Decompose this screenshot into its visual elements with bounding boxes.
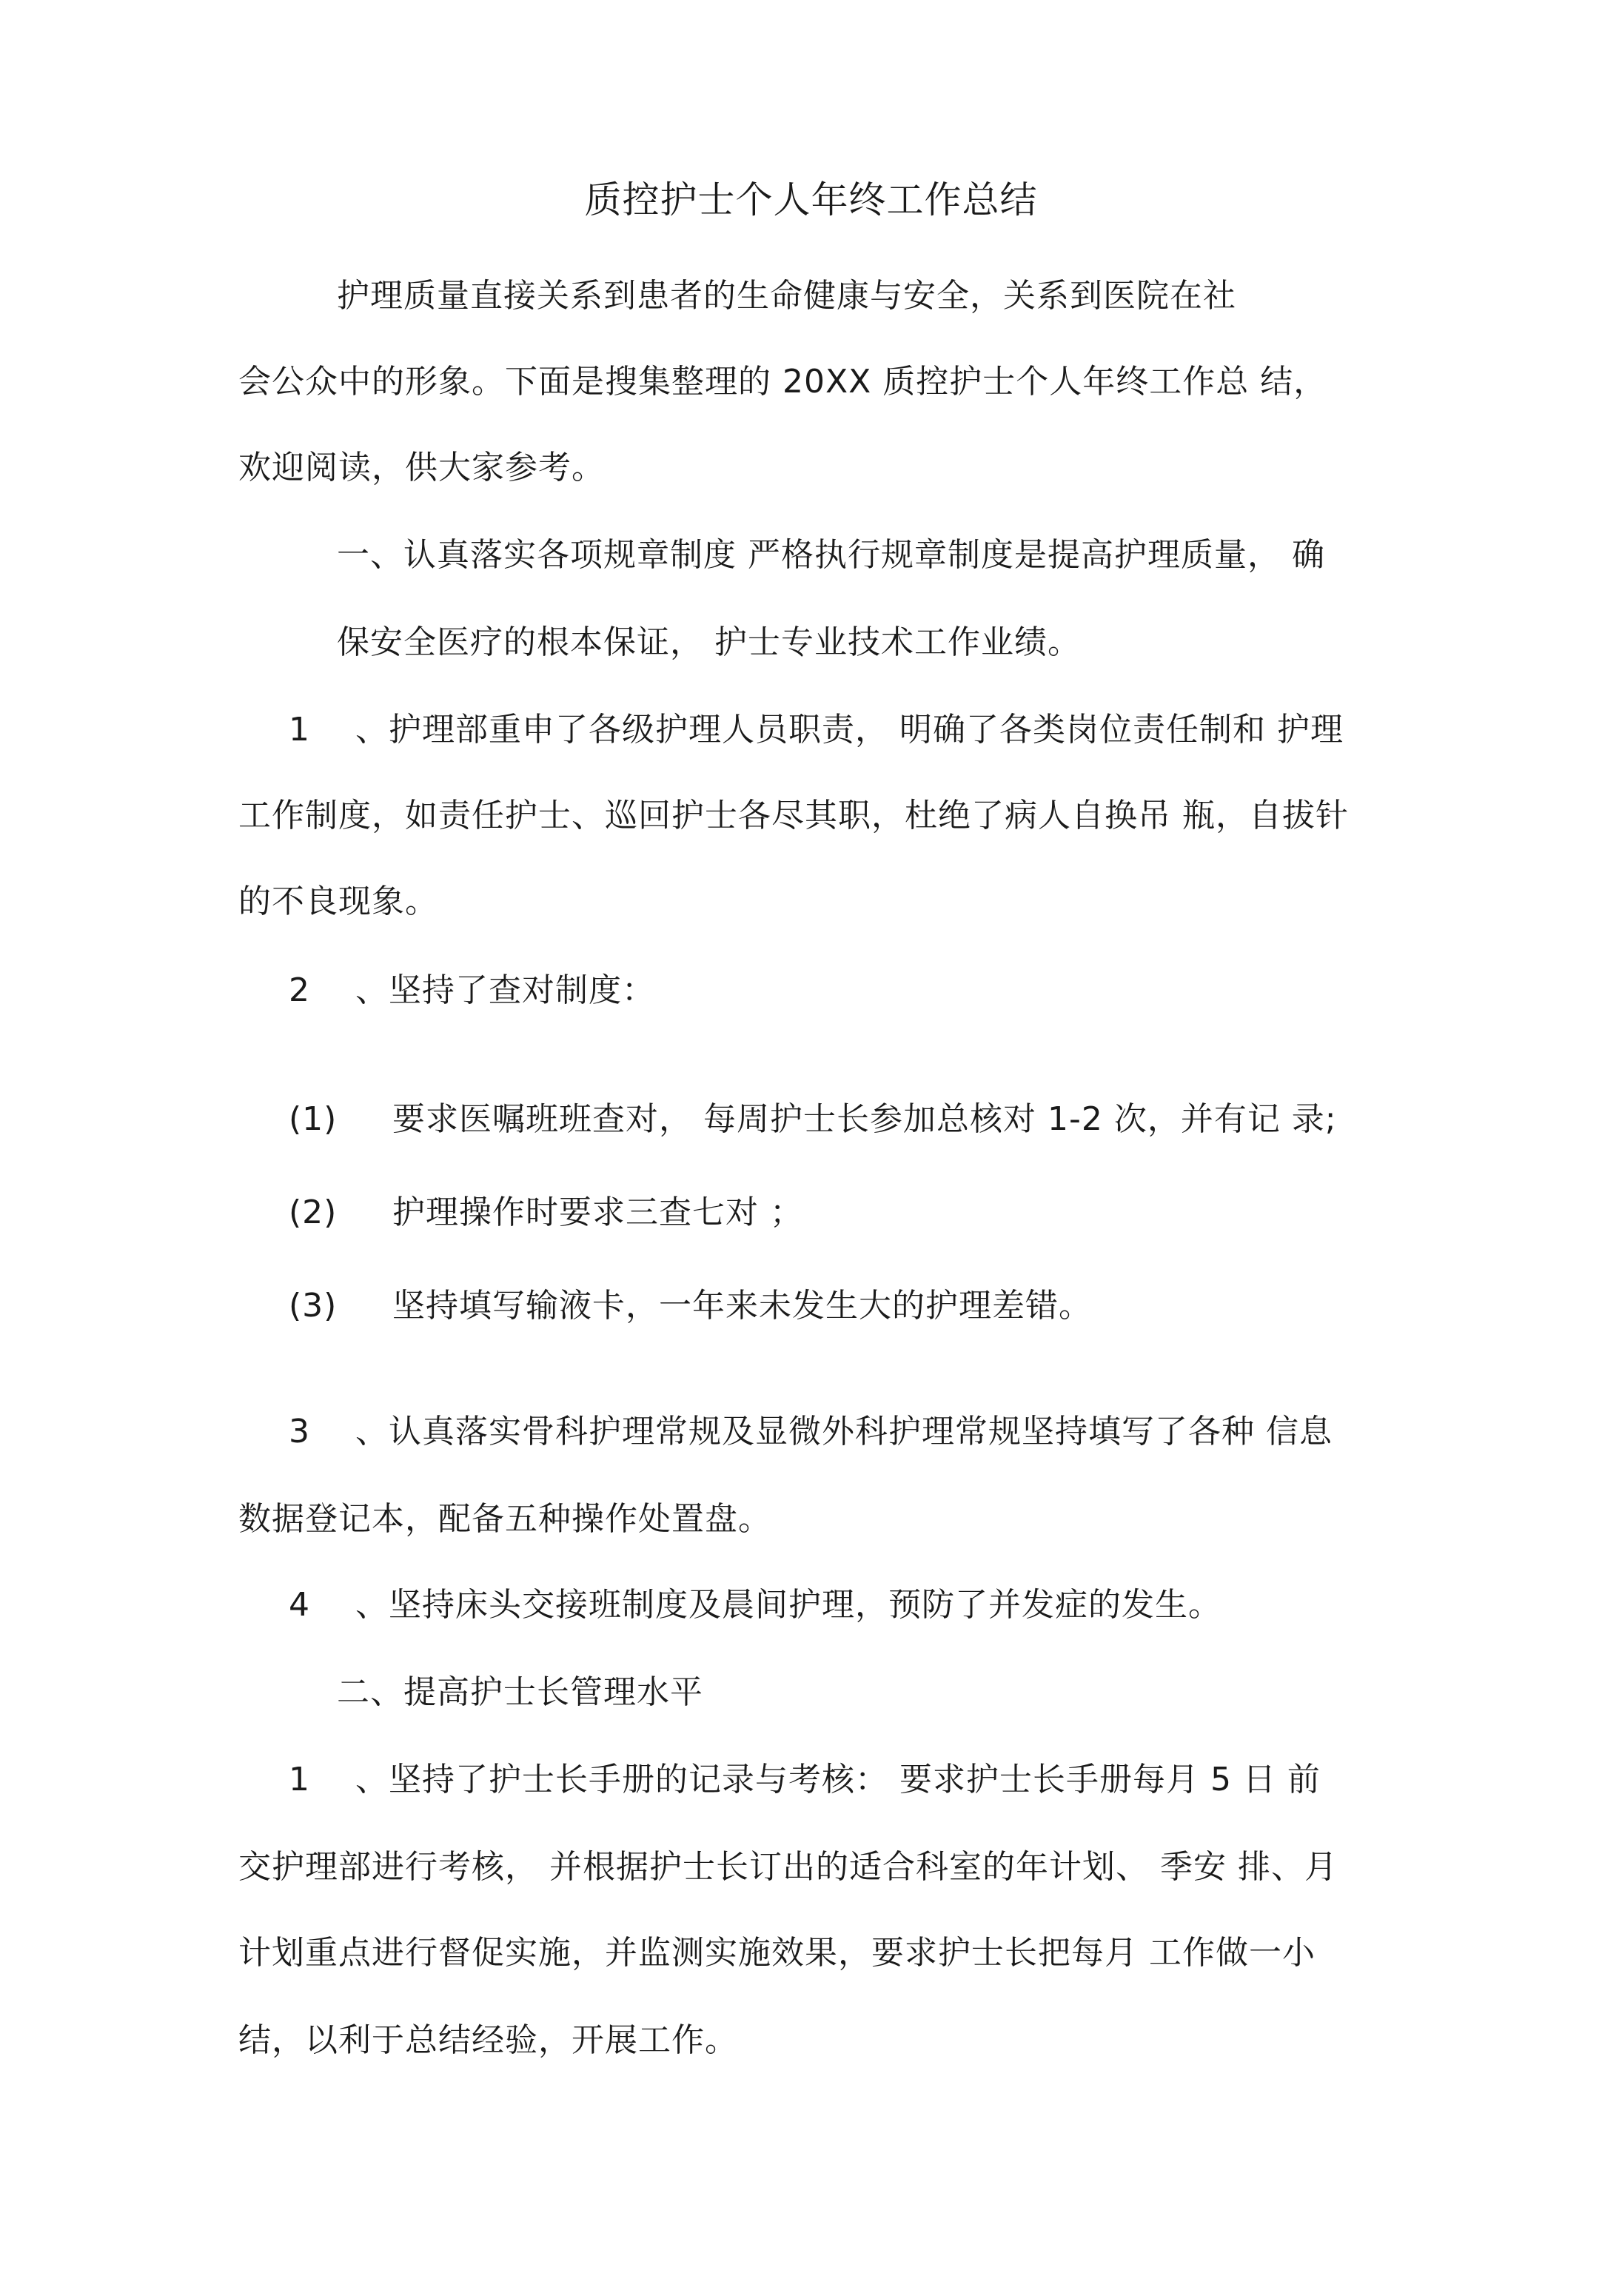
- list-item-text: 、坚持床头交接班制度及晨间护理，预防了并发症的发生。: [355, 1586, 1221, 1624]
- paragraph-line: 结，以利于总结经验，开展工作。: [238, 2021, 738, 2059]
- paragraph-line: 会公众中的形象。下面是搜集整理的 20XX 质控护士个人年终工作总 结，: [238, 363, 1327, 401]
- sub-list-item: [289, 1099, 1337, 1140]
- list-item: [289, 709, 1344, 751]
- section-heading-line: 保安全医疗的根本保证， 护士专业技术工作业绩。: [337, 623, 1081, 661]
- paragraph-line: 交护理部进行考核， 并根据护士长订出的适合科室的年计划、 季安 排、月: [238, 1848, 1338, 1886]
- item-number: 4: [289, 1586, 310, 1624]
- section-heading-line: 二、提高护士长管理水平: [337, 1673, 703, 1711]
- list-item: [289, 970, 655, 1011]
- paragraph-line: 数据登记本，配备五种操作处置盘。: [238, 1500, 771, 1538]
- list-item-text: 、认真落实骨科护理常规及显微外科护理常规坚持填写了各种 信息: [355, 1413, 1333, 1450]
- list-item-text: 、坚持了护士长手册的记录与考核： 要求护士长手册每月 5 日 前: [355, 1761, 1321, 1798]
- sub-item-number: (2): [289, 1194, 338, 1231]
- paragraph-line: 欢迎阅读，供大家参考。: [238, 449, 605, 486]
- list-item: [289, 1759, 1321, 1801]
- list-item: [289, 1584, 1221, 1626]
- sub-item-text: 护理操作时要求三查七对 ；: [392, 1194, 803, 1231]
- item-number: 1: [289, 711, 310, 749]
- sub-item-number: (3): [289, 1287, 338, 1325]
- list-item: [289, 1411, 1333, 1453]
- document-title: 质控护士个人年终工作总结: [584, 178, 1038, 221]
- sub-item-number: (1): [289, 1100, 338, 1138]
- item-number: 2: [289, 971, 310, 1009]
- sub-list-item: [289, 1285, 1092, 1327]
- sub-item-text: 坚持填写输液卡，一年来未发生大的护理差错。: [392, 1287, 1092, 1325]
- section-heading-line: 一、认真落实各项规章制度 严格执行规章制度是提高护理质量， 确: [337, 536, 1325, 574]
- item-number: 3: [289, 1413, 310, 1450]
- sub-item-text: 要求医嘱班班查对， 每周护士长参加总核对 1-2 次，并有记 录;: [392, 1100, 1337, 1138]
- item-number: 1: [289, 1761, 310, 1798]
- paragraph-line: 的不良现象。: [238, 883, 438, 920]
- paragraph-line: 护理质量直接关系到患者的生命健康与安全，关系到医院在社: [337, 277, 1236, 315]
- list-item-text: 、护理部重申了各级护理人员职责， 明确了各类岗位责任制和 护理: [355, 711, 1344, 749]
- paragraph-line: 工作制度，如责任护士、巡回护士各尽其职，杜绝了病人自换吊 瓶，自拔针: [238, 797, 1349, 834]
- sub-list-item: [289, 1192, 803, 1234]
- list-item-text: 、坚持了查对制度：: [355, 971, 655, 1009]
- paragraph-line: 计划重点进行督促实施，并监测实施效果，要求护士长把每月 工作做一小: [238, 1934, 1316, 1972]
